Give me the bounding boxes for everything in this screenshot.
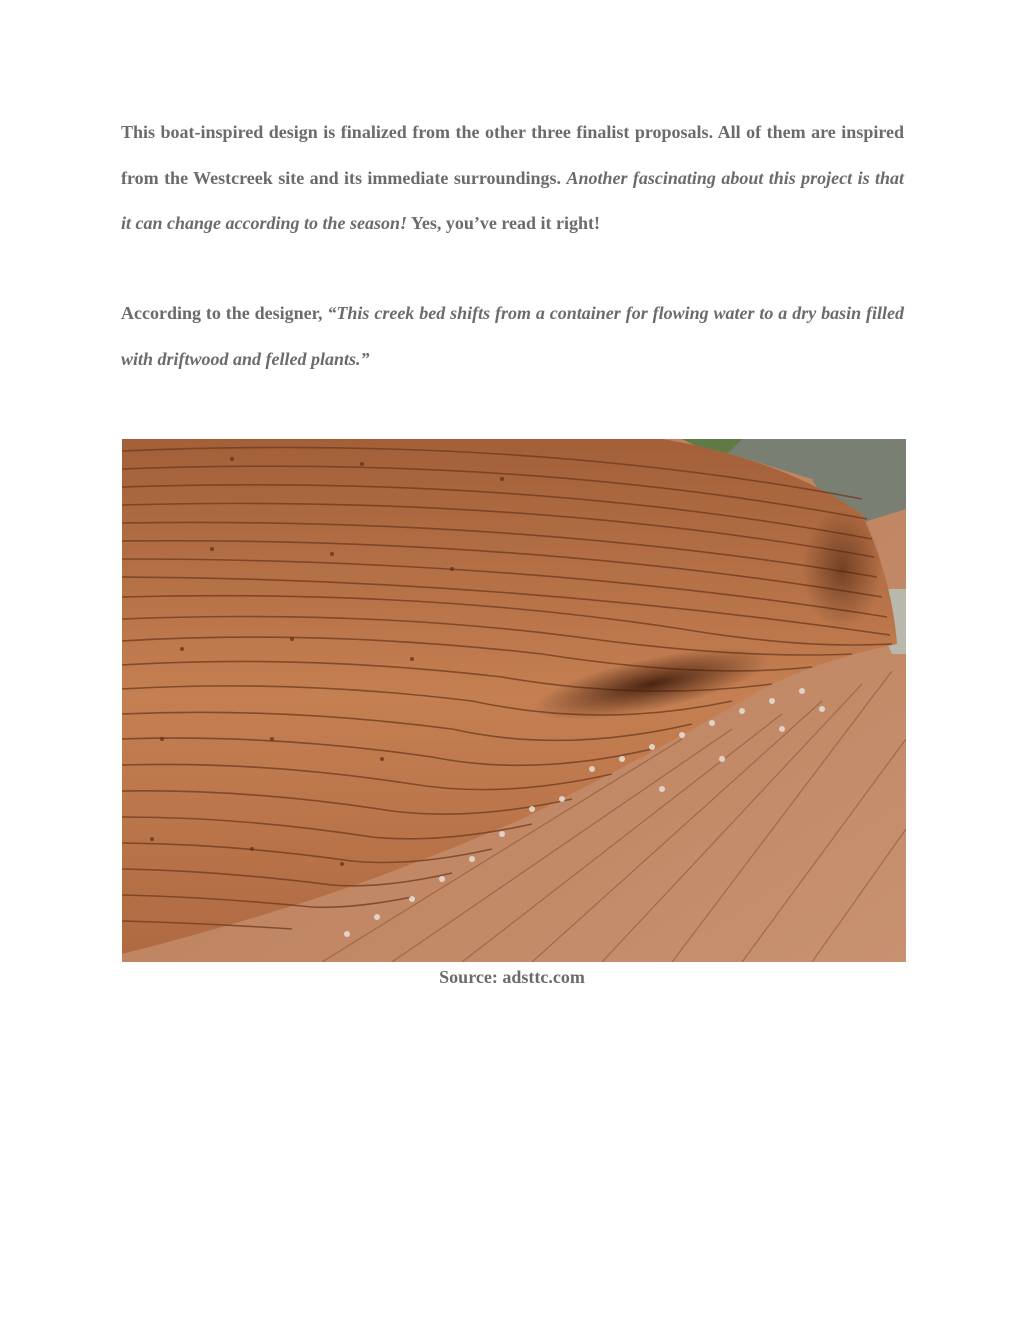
designer-lead-text: According to the designer, bbox=[121, 303, 323, 323]
image-source-caption: Source: adsttc.com bbox=[439, 967, 585, 987]
paragraph-intro-italic: Another fascinating about this project is that it can change according to the season! bbox=[121, 167, 905, 233]
wooden-bench-illustration bbox=[122, 439, 906, 962]
paragraph-intro-tail: Yes, you’ve read it right! bbox=[410, 213, 600, 233]
wooden-bench-photo bbox=[122, 439, 906, 962]
paragraph-intro bbox=[121, 110, 904, 247]
paragraph-intro-text: This boat-inspired design is finalized from the other three finalist proposals. All of them are inspired from the Westcreek site and its immediate surroundings. bbox=[121, 122, 904, 188]
designer-quote-text: “This creek bed shifts from a container for flowing water to a dry basin filled with driftwood and felled plants.” bbox=[121, 303, 904, 369]
paragraph-designer-quote bbox=[121, 291, 904, 382]
